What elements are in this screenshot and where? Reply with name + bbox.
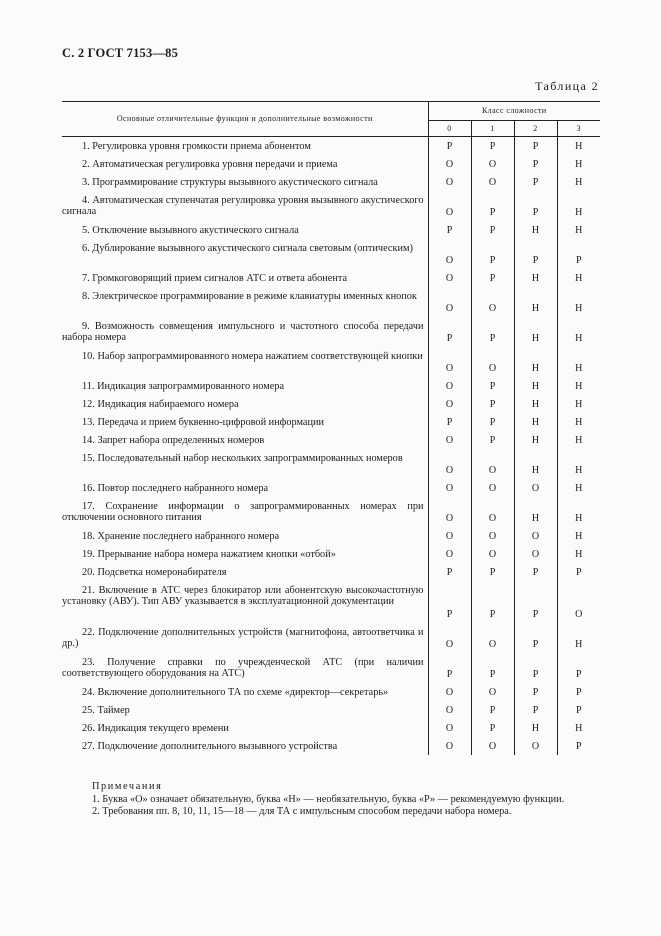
class-1-value: Р [471,701,514,719]
class-0-value: О [428,287,471,317]
feature-text: 22. Подключение дополнительных устройств (магнитофона, автоответчика и др.) [62,623,428,653]
class-1-value: О [471,449,514,479]
class-2-value: Н [514,221,557,239]
class-3-value: Н [575,207,583,218]
class-3-value: Н [575,417,583,428]
feature-text: 1. Регулировка уровня громкости приема абонентом [62,137,428,155]
class-2-value: Р [514,239,557,269]
class-0-value: О [428,701,471,719]
table-row [62,191,600,221]
feature-text: 27. Подключение дополнительного вызывного устройства [62,737,428,755]
class-3-value: Н [575,531,583,542]
class-1-value: Р [471,581,514,623]
class-2-value: Н [514,269,557,287]
class-0-value: О [428,431,471,449]
class-1-value: О [471,545,514,563]
class-3-value: Н [575,363,583,374]
class-1-value: Р [471,653,514,683]
class-number-3: 3 [557,121,600,137]
class-0-value: О [428,719,471,737]
table-row [62,269,600,287]
table-row [62,431,600,449]
class-1-value: Р [471,377,514,395]
class-2-value: Р [514,173,557,191]
class-0-value: Р [428,653,471,683]
table-row [62,527,600,545]
class-0-value: О [428,155,471,173]
feature-text: 8. Электрическое программирование в режиме клавиатуры именных кнопок [62,287,428,317]
table-head [62,102,600,137]
class-2-value: Н [514,347,557,377]
class-1-value: О [471,683,514,701]
class-1-value: Р [471,413,514,431]
class-3-value: О [575,609,583,620]
class-3-value: Н [575,381,583,392]
class-1-value: О [471,737,514,755]
class-0-value: О [428,545,471,563]
feature-text: 25. Таймер [62,701,428,719]
class-3-value: Н [575,465,583,476]
class-3-value: Н [575,435,583,446]
class-1-value: О [471,623,514,653]
table-row [62,737,600,755]
class-1-value: О [471,497,514,527]
feature-text: 21. Включение в АТС через блокиратор или абонентскую высокочастотную установку (АВУ). Тип АВУ указывается в эксплуатационной документации [62,581,428,623]
class-2-value: Р [514,701,557,719]
table-row [62,545,600,563]
table-row [62,719,600,737]
feature-text: 23. Получение справки по учрежденческой АТС (при наличии соответствующего оборудования на АТС) [62,653,428,683]
class-0-value: О [428,347,471,377]
feature-text: 17. Сохранение информации о запрограммированных номерах при отключении основного питания [62,497,428,527]
class-1-value: Р [471,269,514,287]
class-2-value: Р [514,683,557,701]
class-3-value: Н [575,177,583,188]
table-row [62,683,600,701]
class-0-value: О [428,623,471,653]
class-2-value: Н [514,395,557,413]
class-number-1: 1 [471,121,514,137]
class-0-value: О [428,173,471,191]
class-3-value: Н [575,483,583,494]
class-1-value: Р [471,317,514,347]
note-item: 2. Требования пп. 8, 10, 11, 15—18 — для ТА с импульсным способом передачи набора номера. [92,806,512,817]
class-1-value: Р [471,137,514,155]
class-3-value: Р [575,255,582,266]
class-0-value: О [428,239,471,269]
class-3-value: Н [575,639,583,650]
class-number-2: 2 [514,121,557,137]
class-3-value: Н [575,303,583,314]
class-3-value: Н [575,513,583,524]
class-3-value: Н [575,225,583,236]
feature-text: 14. Запрет набора определенных номеров [62,431,428,449]
class-2-value: Н [514,497,557,527]
class-3-value: Н [575,273,583,284]
class-2-value: О [514,479,557,497]
class-1-value: Р [471,191,514,221]
class-3-value: Н [575,723,583,734]
class-1-value: Р [471,395,514,413]
feature-text: 26. Индикация текущего времени [62,719,428,737]
feature-column-header: Основные отличительные функции и дополнительные возможности [62,102,428,137]
class-0-value: Р [428,137,471,155]
class-0-value: О [428,395,471,413]
table-row [62,413,600,431]
class-0-value: О [428,377,471,395]
class-3-value: Р [575,705,582,716]
class-0-value: О [428,683,471,701]
table-body [62,137,600,755]
class-2-value: О [514,527,557,545]
class-2-value: Р [514,581,557,623]
class-0-value: Р [428,563,471,581]
feature-text: 16. Повтор последнего набранного номера [62,479,428,497]
class-0-value: О [428,497,471,527]
class-3-value: Н [575,333,583,344]
table-row [62,239,600,269]
feature-text: 19. Прерывание набора номера нажатием кнопки «отбой» [62,545,428,563]
class-0-value: О [428,191,471,221]
class-2-value: Н [514,413,557,431]
class-3-value: Р [575,669,582,680]
feature-text: 10. Набор запрограммированного номера нажатием соответствующей кнопки [62,347,428,377]
class-3-value: Р [575,741,582,752]
class-0-value: О [428,449,471,479]
table-row [62,287,600,317]
class-1-value: Р [471,221,514,239]
class-2-value: Н [514,287,557,317]
class-3-value: Н [575,549,583,560]
note-item: 1. Буква «О» означает обязательную, буква «Н» — необязательную, буква «Р» — рекомендуемую функции. [92,794,565,805]
class-3-value: Н [575,399,583,410]
class-0-value: Р [428,581,471,623]
feature-text: 7. Громкоговорящий прием сигналов АТС и ответа абонента [62,269,428,287]
class-column-header: Класс сложности [428,102,600,121]
table-row [62,137,600,155]
feature-text: 4. Автоматическая ступенчатая регулировка уровня вызывного акустического сигнала [62,191,428,221]
class-2-value: Р [514,155,557,173]
class-2-value: Н [514,719,557,737]
feature-text: 9. Возможность совмещения импульсного и частотного способа передачи набора номера [62,317,428,347]
feature-text: 15. Последовательный набор нескольких запрограммированных номеров [62,449,428,479]
feature-text: 20. Подсветка номеронабирателя [62,563,428,581]
table-label: Таблица 2 [535,79,599,93]
notes-title: Примечания [92,781,163,792]
class-0-value: О [428,527,471,545]
feature-text: 24. Включение дополнительного ТА по схеме «директор—секретарь» [62,683,428,701]
table-row [62,581,600,623]
class-2-value: О [514,545,557,563]
class-3-value: Н [575,141,583,152]
class-1-value: О [471,155,514,173]
table-row [62,347,600,377]
class-1-value: Р [471,431,514,449]
class-1-value: О [471,479,514,497]
class-2-value: Р [514,191,557,221]
class-2-value: Н [514,377,557,395]
feature-text: 3. Программирование структуры вызывного акустического сигнала [62,173,428,191]
page-header: С. 2 ГОСТ 7153—85 [62,46,179,60]
table-row [62,173,600,191]
class-1-value: Р [471,563,514,581]
class-1-value: О [471,527,514,545]
class-2-value: Н [514,449,557,479]
class-0-value: О [428,269,471,287]
table-row [62,155,600,173]
feature-text: 2. Автоматическая регулировка уровня передачи и приема [62,155,428,173]
class-number-0: 0 [428,121,471,137]
class-2-value: О [514,737,557,755]
feature-text: 11. Индикация запрограммированного номера [62,377,428,395]
table-row [62,395,600,413]
class-2-value: Н [514,317,557,347]
feature-text: 6. Дублирование вызывного акустического сигнала световым (оптическим) [62,239,428,269]
class-0-value: Р [428,221,471,239]
class-1-value: Р [471,719,514,737]
table-row [62,377,600,395]
class-0-value: О [428,737,471,755]
class-1-value: О [471,173,514,191]
class-1-value: Р [471,239,514,269]
class-2-value: Р [514,563,557,581]
class-3-value: Р [575,687,582,698]
table-row [62,701,600,719]
table-row [62,497,600,527]
feature-text: 5. Отключение вызывного акустического сигнала [62,221,428,239]
class-0-value: О [428,479,471,497]
table-row [62,317,600,347]
feature-text: 12. Индикация набираемого номера [62,395,428,413]
class-0-value: Р [428,317,471,347]
class-0-value: Р [428,413,471,431]
class-2-value: Н [514,431,557,449]
class-2-value: Р [514,137,557,155]
table-row [62,623,600,653]
notes-block [92,781,564,818]
class-3-value: Р [575,567,582,578]
feature-text: 13. Передача и прием буквенно-цифровой информации [62,413,428,431]
table-row [62,479,600,497]
class-1-value: О [471,347,514,377]
feature-text: 18. Хранение последнего набранного номера [62,527,428,545]
table-row [62,221,600,239]
features-table [62,101,600,755]
class-3-value: Н [575,159,583,170]
table-row [62,653,600,683]
class-2-value: Р [514,623,557,653]
table-row [62,563,600,581]
class-2-value: Р [514,653,557,683]
table-row [62,449,600,479]
class-1-value: О [471,287,514,317]
